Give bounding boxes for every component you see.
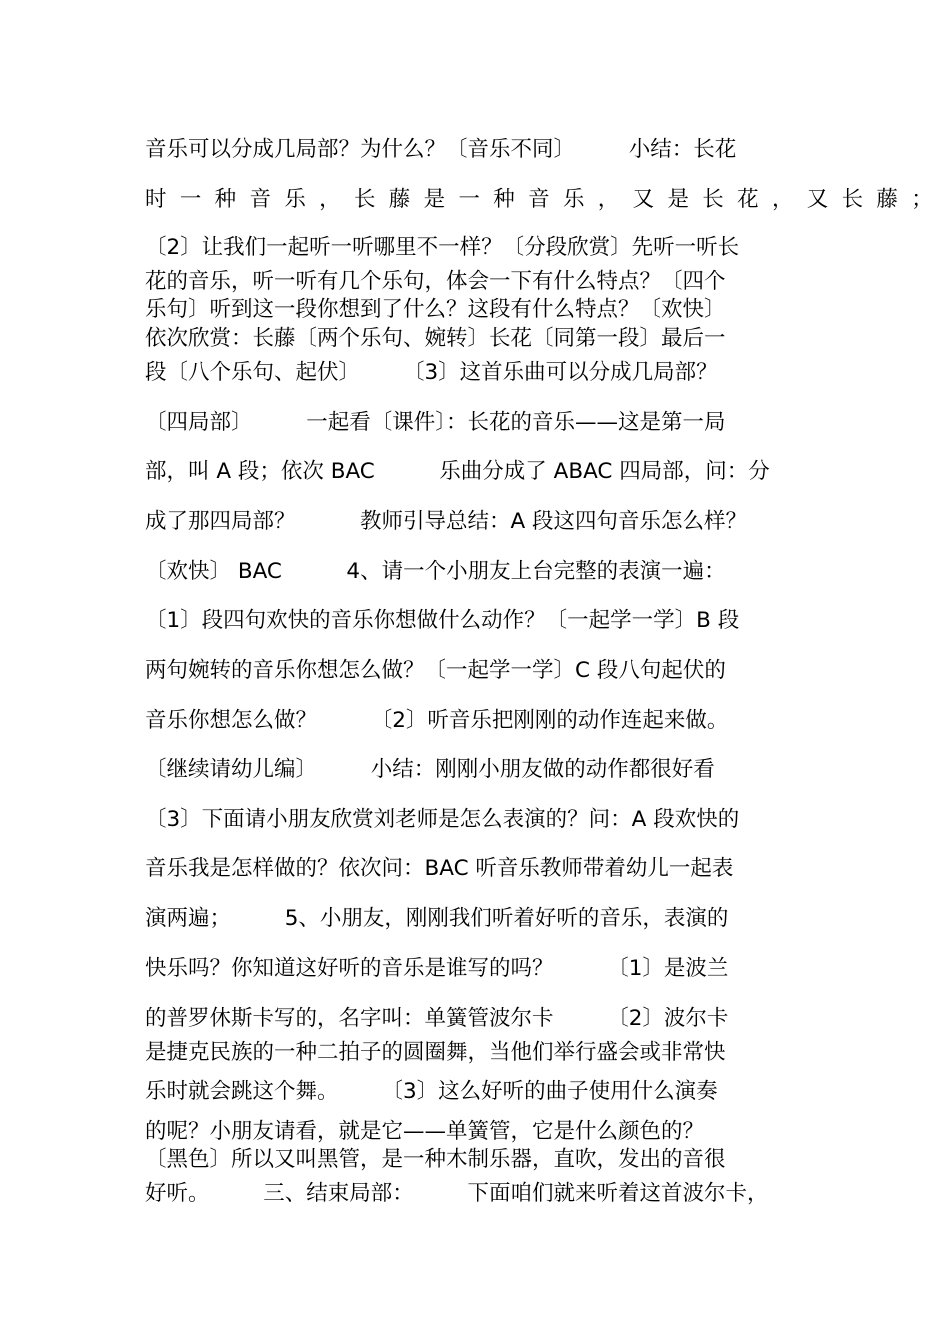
text-line-25: 好听。 三、结束局部： 下面咱们就来听着这首波尔卡， — [145, 1181, 769, 1206]
text-line-11: 〔欢快〕 BAC 4、请一个小朋友上台完整的表演一遍： — [145, 559, 726, 584]
text-line-14: 音乐你想怎么做？ 〔2〕听音乐把刚刚的动作连起来做。 — [145, 708, 729, 733]
text-line-12: 〔1〕段四句欢快的音乐你想做什么动作？〔一起学一学〕B 段 — [145, 608, 740, 633]
text-line-4: 花的音乐，听一听有几个乐句，体会一下有什么特点？〔四个 — [145, 269, 726, 294]
text-line-23: 的呢？小朋友请看，就是它——单簧管，它是什么颜色的？ — [145, 1119, 705, 1144]
text-line-9: 部，叫 A 段；依次 BAC 乐曲分成了 ABAC 四局部，问：分 — [145, 459, 770, 484]
text-line-19: 快乐吗？你知道这好听的音乐是谁写的吗？ 〔1〕是波兰 — [145, 956, 729, 981]
text-line-15: 〔继续请幼儿编〕 小结：刚刚小朋友做的动作都很好看 — [145, 757, 715, 782]
text-line-21: 是捷克民族的一种二拍子的圆圈舞，当他们举行盛会或非常快 — [145, 1040, 726, 1065]
text-line-2: 时一种音乐，长藤是一种音乐，又是长花，又长藤； — [145, 187, 947, 212]
text-line-13: 两句婉转的音乐你想怎么做？〔一起学一学〕C 段八句起伏的 — [145, 658, 726, 683]
text-line-7: 段〔八个乐句、起伏〕 〔3〕这首乐曲可以分成几局部？ — [145, 360, 718, 385]
text-line-16: 〔3〕下面请小朋友欣赏刘老师是怎么表演的？问：A 段欢快的 — [145, 807, 740, 832]
text-line-8: 〔四局部〕 一起看〔课件〕：长花的音乐——这是第一局 — [145, 410, 726, 435]
text-line-22: 乐时就会跳这个舞。 〔3〕这么好听的曲子使用什么演奏 — [145, 1079, 718, 1104]
text-line-1: 音乐可以分成几局部？为什么？〔音乐不同〕 小结：长花 — [145, 137, 737, 162]
text-line-5: 乐句〕听到这一段你想到了什么？这段有什么特点？〔欢快〕 — [145, 297, 726, 322]
text-line-17: 音乐我是怎样做的？依次问：BAC 听音乐教师带着幼儿一起表 — [145, 856, 734, 881]
text-line-20: 的普罗休斯卡写的，名字叫：单簧管波尔卡 〔2〕波尔卡 — [145, 1006, 729, 1031]
text-line-3: 〔2〕让我们一起听一听哪里不一样？〔分段欣赏〕先听一听长 — [145, 235, 740, 260]
text-line-10: 成了那四局部？ 教师引导总结：A 段这四句音乐怎么样？ — [145, 509, 748, 534]
text-line-24: 〔黑色〕所以又叫黑管，是一种木制乐器，直吹，发出的音很 — [145, 1147, 726, 1172]
text-line-6: 依次欣赏：长藤〔两个乐句、婉转〕长花〔同第一段〕最后一 — [145, 326, 726, 351]
text-line-18: 演两遍； 5、小朋友，刚刚我们听着好听的音乐，表演的 — [145, 906, 729, 931]
